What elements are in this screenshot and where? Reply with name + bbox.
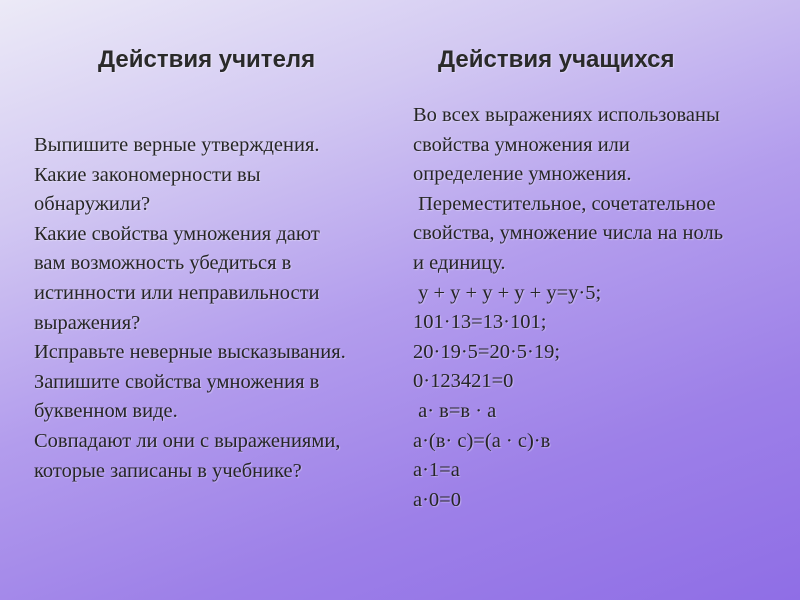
teacher-line: Исправьте неверные высказывания. — [34, 341, 346, 364]
teacher-line: обнаружили? — [34, 193, 151, 216]
student-formula-line: а·1=а — [413, 459, 460, 482]
student-formula-line: 0·123421=0 — [413, 370, 514, 393]
teacher-actions-header: Действия учителя — [98, 46, 316, 73]
teacher-line: Какие свойства умножения дают — [34, 222, 320, 245]
student-actions-column — [413, 101, 778, 515]
teacher-actions-column — [34, 131, 394, 486]
student-line: свойства умножения или — [413, 133, 630, 156]
teacher-line: Совпадают ли они с выражениями, — [34, 429, 341, 452]
teacher-line: буквенном виде. — [34, 400, 178, 423]
student-formula-line: у + у + у + у + у=у·5; — [413, 281, 602, 304]
student-line: определение умножения. — [413, 163, 632, 186]
student-line: свойства, умножение числа на ноль — [413, 222, 724, 245]
teacher-line: Запишите свойства умножения в — [34, 370, 320, 393]
teacher-line: Какие закономерности вы — [34, 163, 261, 186]
teacher-line: истинности или неправильности — [34, 281, 320, 304]
student-formula-line: а·0=0 — [413, 488, 461, 511]
student-line: Во всех выражениях использованы — [413, 104, 720, 126]
student-line: и единицу. — [413, 251, 506, 274]
student-formula-line: 101·13=13·101; — [413, 311, 547, 334]
teacher-line: выражения? — [34, 311, 141, 334]
student-formula-line: 20·19·5=20·5·19; — [413, 340, 561, 363]
student-formula-line: а· в=в · а — [413, 399, 497, 422]
student-actions-header: Действия учащихся — [438, 46, 675, 73]
teacher-line: вам возможность убедиться в — [34, 252, 292, 275]
student-line: Переместительное, сочетательное — [413, 192, 716, 215]
student-formula-line: а·(в· с)=(а · с)·в — [413, 429, 551, 452]
teacher-line: Выпишите верные утверждения. — [34, 134, 320, 156]
teacher-line: которые записаны в учебнике? — [34, 459, 302, 482]
